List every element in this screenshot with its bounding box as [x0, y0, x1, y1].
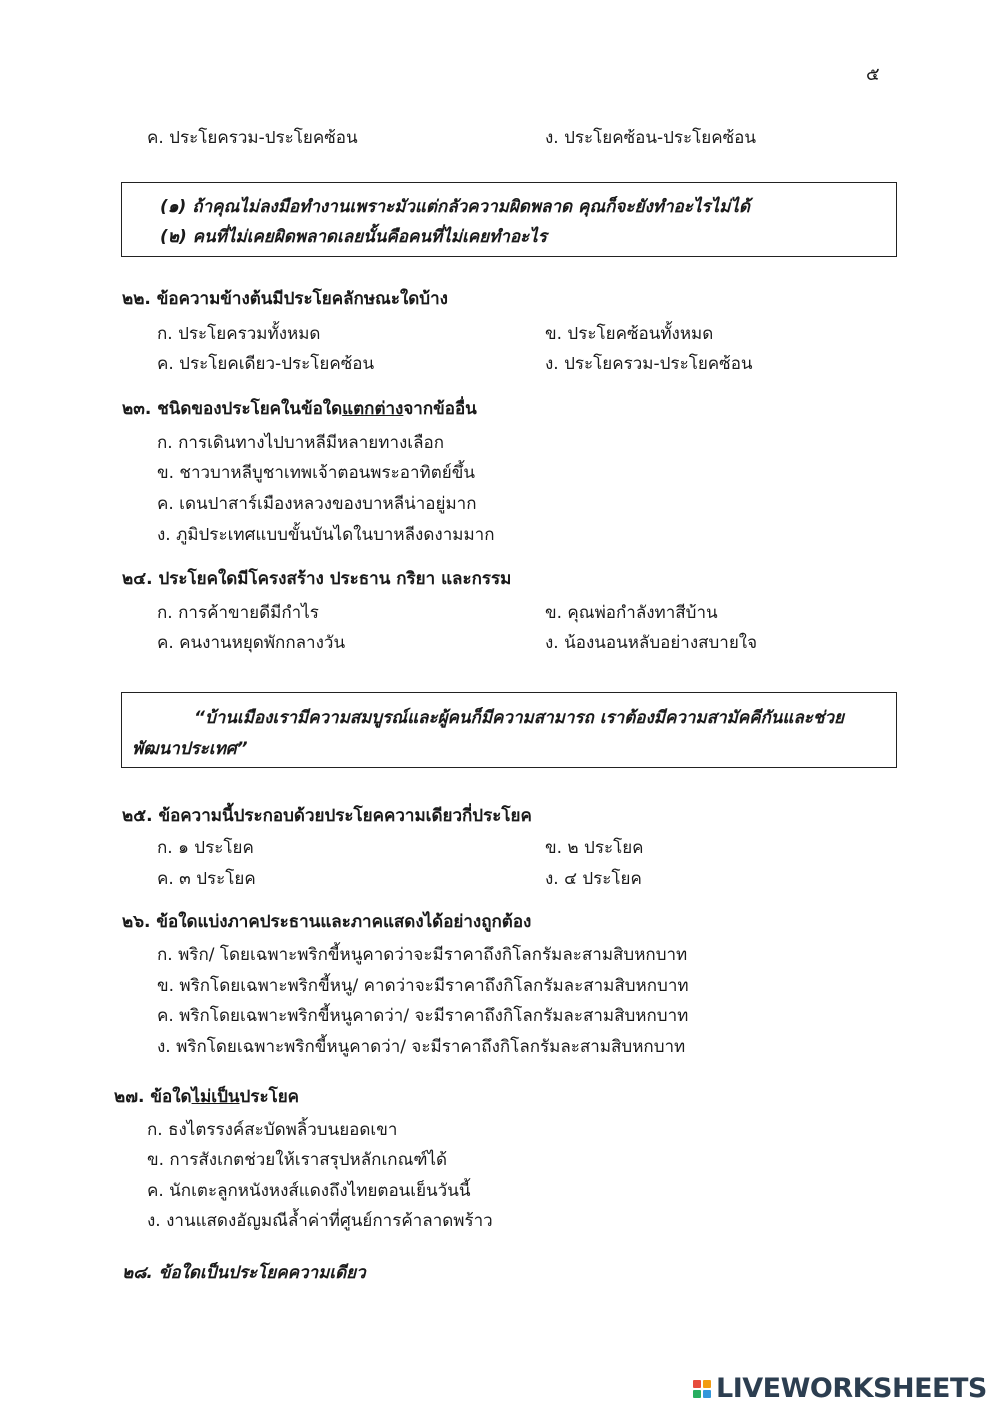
q26-option-b[interactable]: ข. พริกโดยเฉพาะพริกขี้หนู/ คาดว่าจะมีราคาถึงกิโลกรัมละสามสิบหกบาท	[157, 976, 689, 996]
passage-2-line-1: “บ้านเมืองเรามีความสมบูรณ์และผู้คนก็มีความสามารถ เราต้องมีความสามัคคีกันและช่วย	[194, 708, 844, 728]
prev-question-option-d[interactable]: ง. ประโยคซ้อน-ประโยคซ้อน	[545, 128, 757, 148]
question-27	[114, 1086, 299, 1108]
q26-option-c[interactable]: ค. พริกโดยเฉพาะพริกขี้หนูคาดว่า/ จะมีราคาถึงกิโลกรัมละสามสิบหกบาท	[157, 1006, 689, 1026]
liveworksheets-logo[interactable]	[693, 1374, 987, 1404]
q25-option-b[interactable]: ข. ๒ ประโยค	[545, 838, 644, 858]
question-27-underlined: ไม่เป็น	[191, 1087, 240, 1107]
q25-option-c[interactable]: ค. ๓ ประโยค	[157, 869, 256, 889]
q24-option-b[interactable]: ข. คุณพ่อกำลังทาสีบ้าน	[545, 603, 718, 623]
page-number: ๕	[866, 64, 880, 85]
q22-option-c[interactable]: ค. ประโยคเดียว-ประโยคซ้อน	[157, 354, 375, 374]
passage-1-line-2: (๒) คนที่ไม่เคยผิดพลาดเลยนั้นคือคนที่ไม่เคยทำอะไร	[160, 227, 547, 247]
passage-1-line-1: (๑) ถ้าคุณไม่ลงมือทำงานเพราะมัวแต่กลัวความผิดพลาด คุณก็จะยังทำอะไรไม่ได้	[160, 197, 750, 217]
q25-option-a[interactable]: ก. ๑ ประโยค	[157, 838, 254, 858]
passage-box-2	[121, 692, 897, 768]
question-24: ๒๔. ประโยคใดมีโครงสร้าง ประธาน กริยา และกรรม	[122, 569, 512, 589]
q27-option-d[interactable]: ง. งานแสดงอัญมณีล้ำค่าที่ศูนย์การค้าลาดพร้าว	[147, 1211, 493, 1231]
liveworksheets-logo-icon	[693, 1378, 713, 1400]
q22-option-d[interactable]: ง. ประโยครวม-ประโยคซ้อน	[545, 354, 753, 374]
question-23-text: ๒๓. ชนิดของประโยคในข้อใด	[122, 399, 343, 419]
q23-option-a[interactable]: ก. การเดินทางไปบาหลีมีหลายทางเลือก	[157, 433, 445, 453]
q25-option-d[interactable]: ง. ๔ ประโยค	[545, 869, 642, 889]
question-23-text-end: จากข้ออื่น	[403, 399, 477, 419]
q27-option-c[interactable]: ค. นักเตะลูกหนังหงส์แดงถึงไทยตอนเย็นวันนี้	[147, 1181, 471, 1201]
passage-box-1	[121, 182, 897, 257]
q23-option-d[interactable]: ง. ภูมิประเทศแบบขั้นบันไดในบาหลีงดงามมาก	[157, 525, 495, 545]
q24-option-c[interactable]: ค. คนงานหยุดพักกลางวัน	[157, 633, 346, 653]
q22-option-a[interactable]: ก. ประโยครวมทั้งหมด	[157, 324, 321, 344]
question-27-text: ๒๗. ข้อใด	[114, 1087, 192, 1107]
q26-option-d[interactable]: ง. พริกโดยเฉพาะพริกขี้หนูคาดว่า/ จะมีราคาถึงกิโลกรัมละสามสิบหกบาท	[157, 1037, 686, 1057]
prev-question-option-c[interactable]: ค. ประโยครวม-ประโยคซ้อน	[147, 128, 358, 148]
question-25: ๒๕. ข้อความนี้ประกอบด้วยประโยคความเดียวกี่ประโยค	[122, 806, 532, 826]
question-28: ๒๘. ข้อใดเป็นประโยคความเดียว	[122, 1263, 366, 1283]
passage-2-line-2: พัฒนาประเทศ”	[132, 739, 248, 759]
question-22: ๒๒. ข้อความข้างต้นมีประโยคลักษณะใดบ้าง	[122, 289, 448, 309]
q23-option-c[interactable]: ค. เดนปาสาร์เมืองหลวงของบาหลีน่าอยู่มาก	[157, 494, 477, 514]
liveworksheets-logo-text: LIVEWORKSHEETS	[716, 1373, 987, 1404]
question-27-text-end: ประโยค	[239, 1087, 300, 1107]
q22-option-b[interactable]: ข. ประโยคซ้อนทั้งหมด	[545, 324, 714, 344]
question-23-underlined: แตกต่าง	[342, 399, 404, 419]
q27-option-a[interactable]: ก. ธงไตรรงค์สะบัดพลิ้วบนยอดเขา	[147, 1120, 398, 1140]
question-26: ๒๖. ข้อใดแบ่งภาคประธานและภาคแสดงได้อย่างถูกต้อง	[122, 912, 532, 932]
q27-option-b[interactable]: ข. การสังเกตช่วยให้เราสรุปหลักเกณฑ์ได้	[147, 1150, 448, 1170]
q24-option-a[interactable]: ก. การค้าขายดีมีกำไร	[157, 603, 319, 623]
q24-option-d[interactable]: ง. น้องนอนหลับอย่างสบายใจ	[545, 633, 758, 653]
question-23	[122, 398, 477, 420]
q23-option-b[interactable]: ข. ชาวบาหลีบูชาเทพเจ้าตอนพระอาทิตย์ขึ้น	[157, 463, 475, 483]
q26-option-a[interactable]: ก. พริก/ โดยเฉพาะพริกขี้หนูคาดว่าจะมีราคาถึงกิโลกรัมละสามสิบหกบาท	[157, 945, 688, 965]
